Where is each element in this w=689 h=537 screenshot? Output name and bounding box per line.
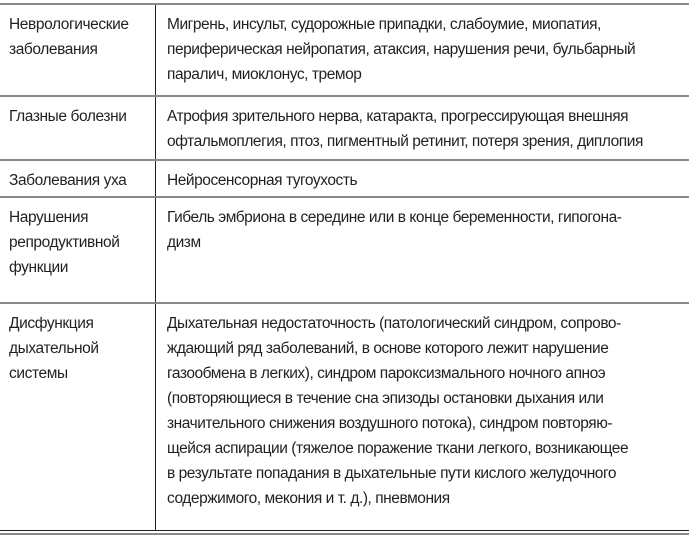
description-cell — [156, 5, 689, 95]
category-text: заболевания — [9, 41, 98, 58]
category-cell — [0, 198, 156, 302]
table-row — [0, 5, 689, 97]
description-text: содержимого, мекония и т. д.), пневмония — [167, 490, 450, 507]
description-text: Атрофия зрительного нерва, катаракта, прогрессирующая внешняя — [167, 108, 629, 125]
category-text: функции — [9, 259, 69, 276]
table-row — [0, 161, 689, 198]
description-text: периферическая нейропатия, атаксия, нарушения речи, бульбарный — [167, 41, 636, 58]
description-cell — [156, 97, 689, 159]
table-row — [0, 97, 689, 161]
disease-table — [0, 3, 689, 531]
description-cell — [156, 304, 689, 530]
table-row — [0, 198, 689, 304]
category-text: репродуктивной — [9, 234, 120, 251]
category-cell — [0, 5, 156, 95]
category-text: Неврологические — [9, 16, 129, 33]
category-text: Глазные болезни — [9, 108, 127, 125]
description-text: Гибель эмбриона в середине или в конце беременности, гипогона- — [167, 209, 622, 226]
category-cell — [0, 304, 156, 530]
category-text: Заболевания уха — [9, 172, 127, 189]
category-cell — [0, 161, 156, 196]
description-text: щейся аспирации (тяжелое поражение ткани легкого, возникающее — [167, 440, 629, 457]
category-cell — [0, 97, 156, 159]
description-text: дизм — [167, 234, 201, 251]
description-cell — [156, 161, 689, 196]
category-text: Нарушения — [9, 209, 89, 226]
description-text: (повторяющиеся в течение сна эпизоды остановки дыхания или — [167, 390, 604, 407]
description-cell — [156, 198, 689, 302]
description-text: значительного снижения воздушного потока), синдром повторяю- — [167, 415, 613, 432]
category-text: дыхательной — [9, 340, 99, 357]
table-row — [0, 304, 689, 531]
table-bottom-rule — [0, 533, 689, 535]
description-text: паралич, миоклонус, тремор — [167, 66, 362, 83]
description-text: газообмена в легких), синдром пароксизмального ночного апноэ — [167, 365, 606, 382]
category-text: системы — [9, 365, 68, 382]
description-text: офтальмоплегия, птоз, пигментный ретинит, потеря зрения, диплопия — [167, 133, 643, 150]
category-text: Дисфункция — [9, 315, 94, 332]
description-text: в результате попадания в дыхательные пути кислого желудочного — [167, 465, 617, 482]
description-text: Дыхательная недостаточность (патологический синдром, сопрово- — [167, 315, 621, 332]
description-text: Мигрень, инсульт, судорожные припадки, слабоумие, миопатия, — [167, 16, 601, 33]
description-text: ждающий ряд заболеваний, в основе которого лежит нарушение — [167, 340, 609, 357]
description-text: Нейросенсорная тугоухость — [167, 172, 358, 189]
